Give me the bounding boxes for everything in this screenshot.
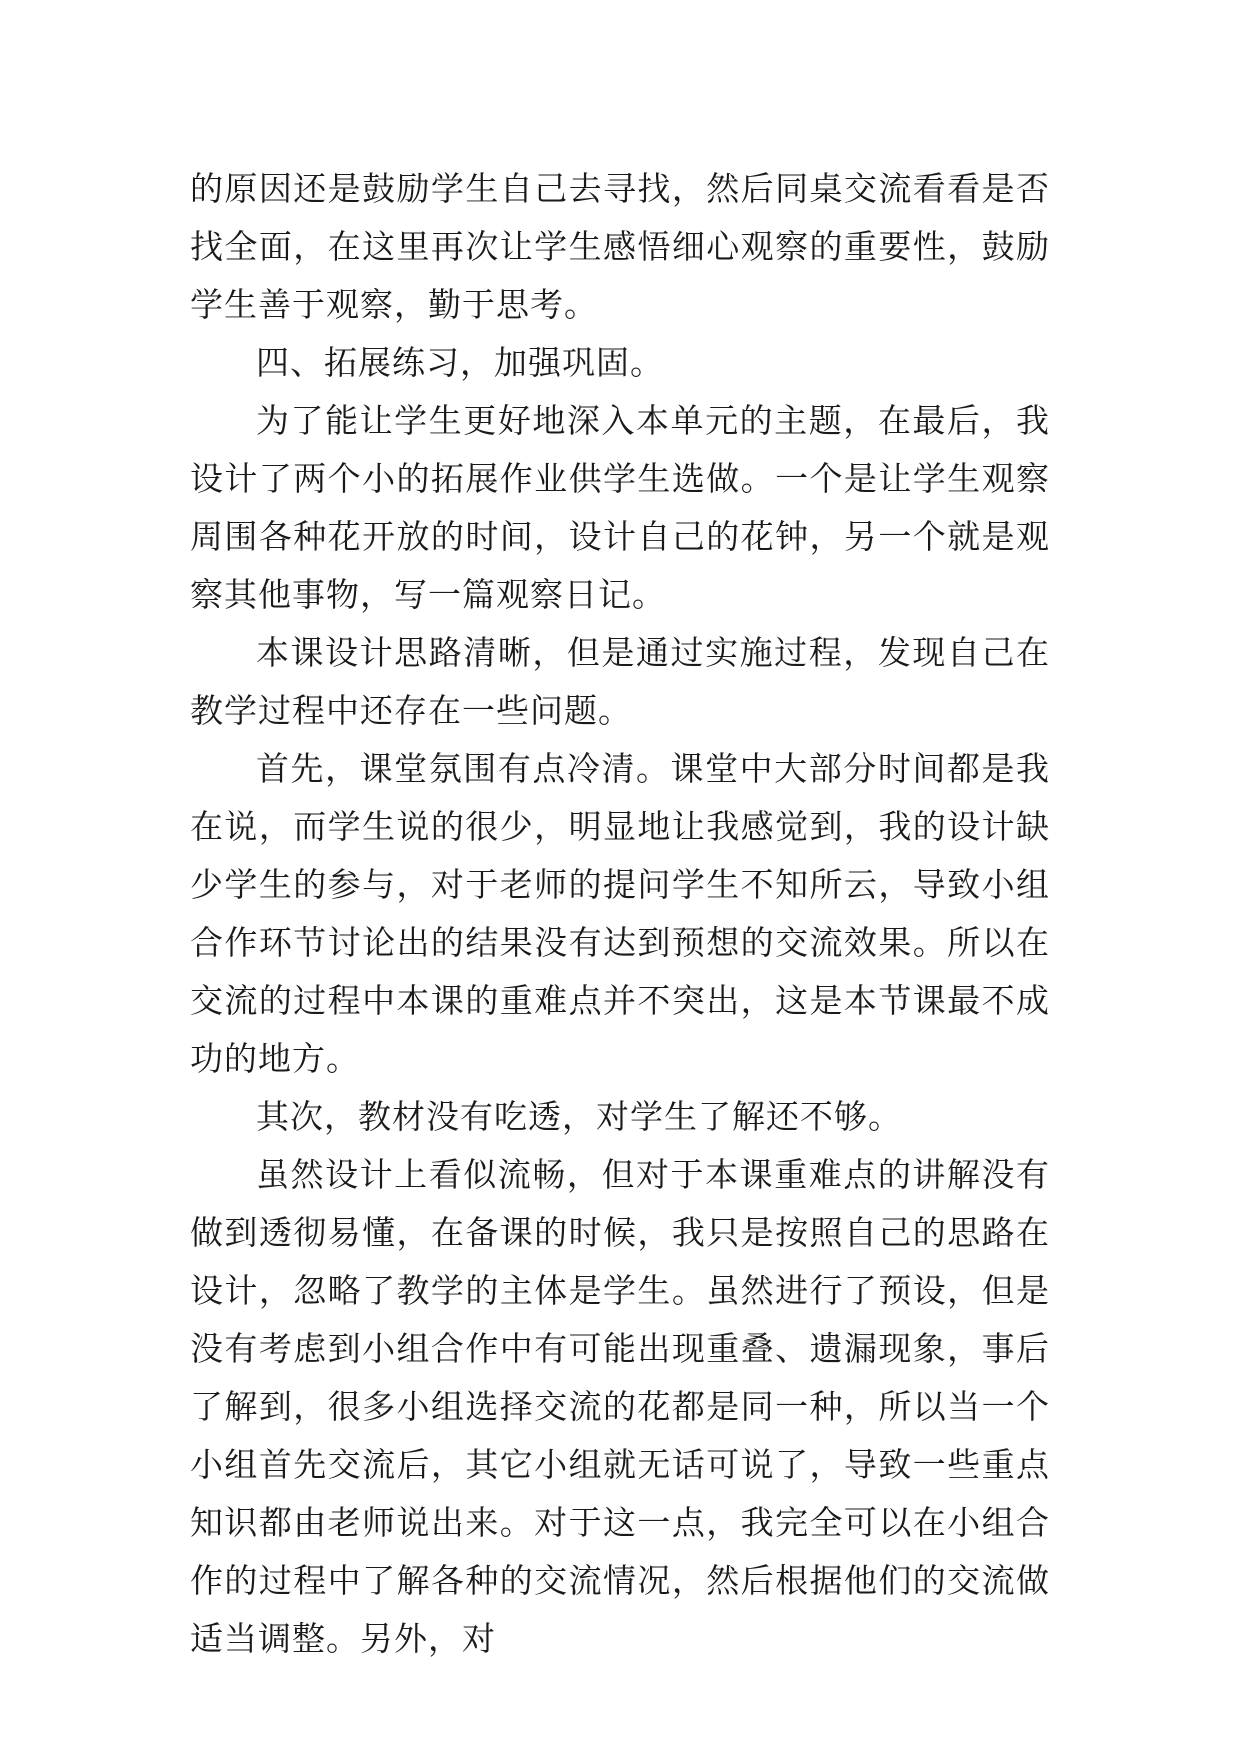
paragraph-first-issue: 首先，课堂氛围有点冷清。课堂中大部分时间都是我在说，而学生说的很少，明显地让我感觉到，我的设计缺少学生的参与，对于老师的提问学生不知所云，导致小组合作环节讨论出的结果没有达到预想的交流效果。所以在交流的过程中本课的重难点并不突出，这是本节课最不成功的地方。 xyxy=(190,749,1050,1078)
paragraph-second-issue-detail: 虽然设计上看似流畅，但对于本课重难点的讲解没有做到透彻易懂，在备课的时候，我只是按照自己的思路在设计，忽略了教学的主体是学生。虽然进行了预设，但是没有考虑到小组合作中有可能出现重叠、遗漏现象，事后了解到，很多小组选择交流的花都是同一种，所以当一个小组首先交流后，其它小组就无话可说了，导致一些重点知识都由老师说出来。对于这一点，我完全可以在小组合作的过程中了解各种的交流情况，然后根据他们的交流做适当调整。另外，对 xyxy=(190,1155,1050,1658)
paragraph-continuation: 的原因还是鼓励学生自己去寻找，然后同桌交流看看是否找全面，在这里再次让学生感悟细心观察的重要性，鼓励学生善于观察，勤于思考。 xyxy=(190,169,1050,324)
section-heading-extension-practice: 四、拓展练习，加强巩固。 xyxy=(256,343,664,382)
paragraph-second-issue-heading: 其次，教材没有吃透，对学生了解还不够。 xyxy=(256,1097,902,1136)
paragraph-extension-homework: 为了能让学生更好地深入本单元的主题，在最后，我设计了两个小的拓展作业供学生选做。一个是让学生观察周围各种花开放的时间，设计自己的花钟，另一个就是观察其他事物，写一篇观察日记。 xyxy=(190,401,1050,614)
paragraph-design-reflection: 本课设计思路清晰，但是通过实施过程，发现自己在教学过程中还存在一些问题。 xyxy=(190,633,1050,730)
document-page xyxy=(190,160,1050,1668)
